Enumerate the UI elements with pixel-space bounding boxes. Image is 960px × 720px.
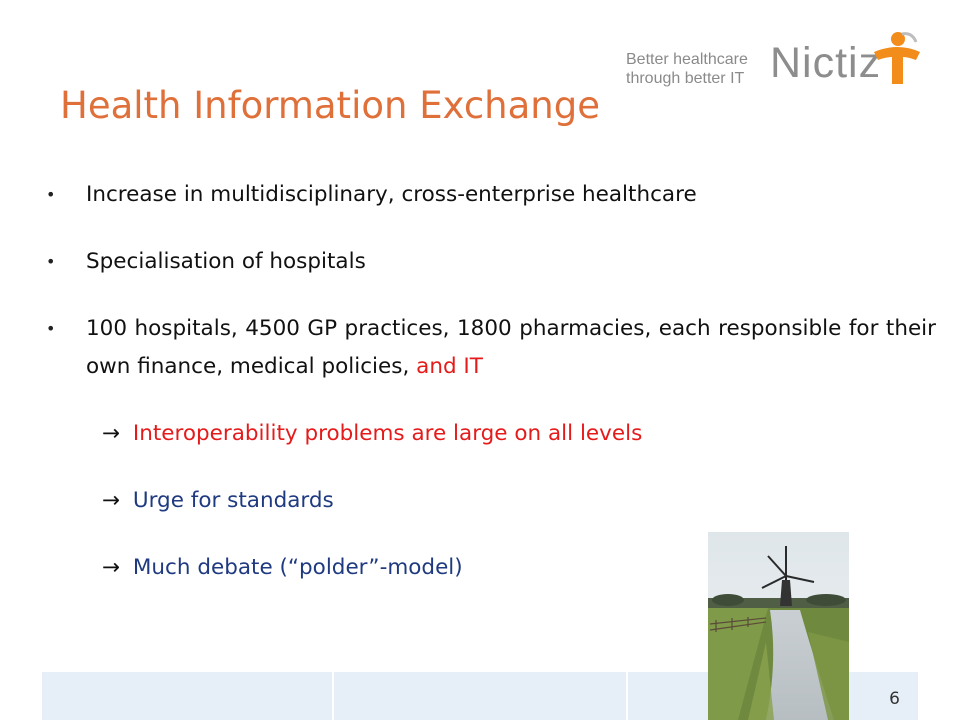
logo-tagline — [626, 50, 748, 88]
slide-title: Health Information Exchange — [60, 84, 600, 127]
tagline-line-1: Better healthcare — [626, 51, 748, 68]
page-number: 6 — [889, 689, 900, 709]
bullet-dot-icon: • — [46, 185, 56, 204]
logo-brand-name: Nictiz — [770, 39, 882, 87]
bullet-text: Specialisation of hospitals — [86, 249, 366, 274]
bullet-dot-icon: • — [46, 252, 56, 271]
arrow-right-icon: → — [102, 488, 121, 513]
arrow-text: Much debate (“polder”-model) — [132, 555, 463, 580]
footer-divider — [332, 672, 334, 720]
arrow-text: Urge for standards — [132, 488, 334, 513]
bullet-highlight: and IT — [416, 354, 483, 379]
footer-divider — [626, 672, 628, 720]
windmill-landscape-photo — [708, 532, 849, 720]
tagline-line-2: through better IT — [626, 70, 745, 87]
arrow-right-icon: → — [102, 555, 121, 580]
arrow-item-1 — [46, 415, 936, 453]
arrow-item-2 — [46, 482, 936, 520]
bullet-item-1 — [46, 176, 936, 214]
bullet-text: 100 hospitals, 4500 GP practices, 1800 pharmacies, each responsible for their own finance, medical policies, — [86, 316, 936, 379]
arrow-right-icon: → — [102, 421, 121, 446]
arrow-text: Interoperability problems are large on all levels — [132, 421, 643, 446]
bullet-item-2 — [46, 243, 936, 281]
bullet-dot-icon: • — [46, 319, 56, 338]
nictiz-logo — [626, 34, 926, 94]
nictiz-figure-icon — [872, 30, 922, 86]
bullet-text: Increase in multidisciplinary, cross-enterprise healthcare — [86, 182, 697, 207]
bullet-item-3 — [46, 310, 936, 386]
